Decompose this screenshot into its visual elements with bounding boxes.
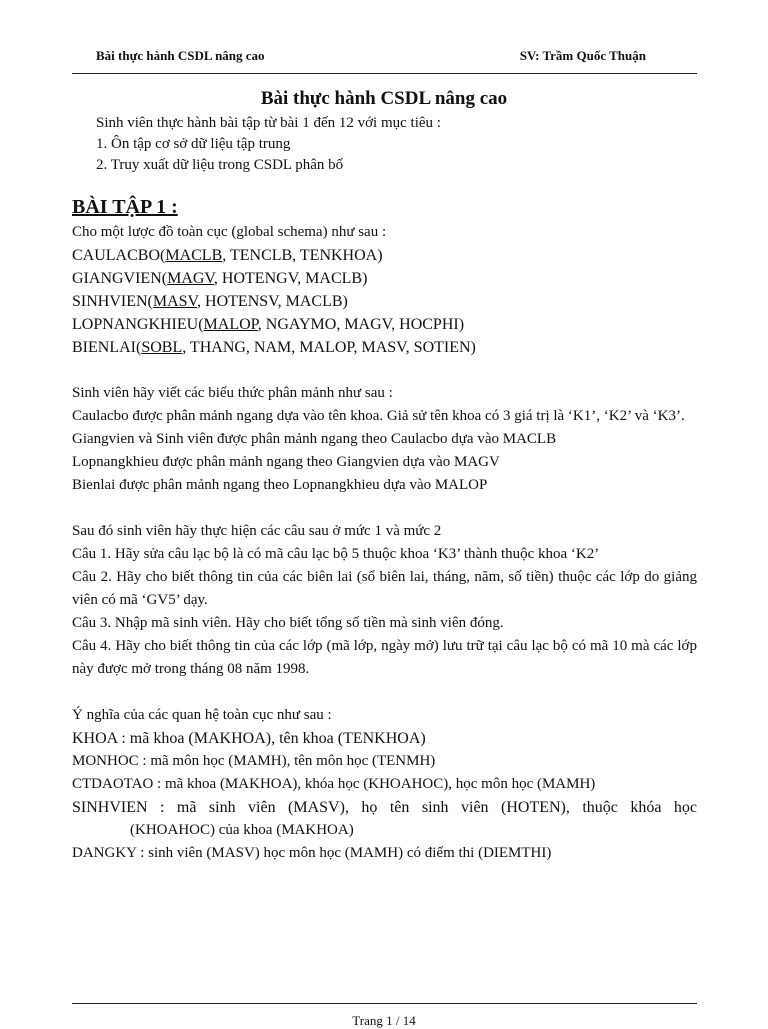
- spacer: [72, 359, 697, 382]
- primary-key: MACLB: [165, 247, 223, 264]
- meaning-sinhvien: SINHVIEN : mã sinh viên (MASV), họ tên sinh viên (HOTEN), thuộc khóa học: [72, 799, 697, 816]
- spacer: [72, 497, 697, 520]
- page-number: Trang 1 / 14: [352, 1013, 416, 1028]
- question-4: Câu 4. Hãy cho biết thông tin của các lớp (mã lớp, ngày mở) lưu trữ tại câu lạc bộ có mã 10 mà các lớp này được mở trong tháng 08 năm 1998.: [72, 638, 697, 677]
- fragment-bienlai: Bienlai được phân mảnh ngang theo Lopnangkhieu dựa vào MALOP: [72, 477, 488, 493]
- header-divider: [72, 73, 697, 74]
- question-3: Câu 3. Nhập mã sinh viên. Hãy cho biết tổng số tiền mà sinh viên đóng.: [72, 615, 504, 631]
- intro-line: 2. Truy xuất dữ liệu trong CSDL phân bố: [96, 157, 344, 173]
- schema-intro: Cho một lược đồ toàn cục (global schema) như sau :: [72, 224, 387, 240]
- primary-key: MALOP: [203, 316, 258, 333]
- fragment-caulacbo: Caulacbo được phân mảnh ngang dựa vào tên khoa. Giả sử tên khoa có 3 giá trị là ‘K1’, ‘K2’ và ‘K3’.: [72, 408, 685, 424]
- primary-key: MAGV: [167, 270, 214, 287]
- document-title: Bài thực hành CSDL nâng cao: [260, 88, 508, 109]
- schema-caulacbo: CAULACBO(MACLB, TENCLB, TENKHOA): [72, 247, 383, 264]
- meaning-ctdaotao: CTDAOTAO : mã khoa (MAKHOA), khóa học (KHOAHOC), học môn học (MAMH): [72, 776, 596, 792]
- exercise-body: [72, 221, 697, 865]
- intro-line: 1. Ôn tập cơ sở dữ liệu tập trung: [96, 136, 291, 152]
- header-student-name: SV: Trầm Quốc Thuận: [519, 48, 646, 63]
- question-2: Câu 2. Hãy cho biết thông tin của các biên lai (số biên lai, tháng, năm, số tiền) thuộc các lớp do giảng viên có mã ‘GV5’ dạy.: [72, 569, 697, 608]
- meaning-monhoc: MONHOC : mã môn học (MAMH), tên môn học (TENMH): [72, 753, 436, 769]
- questions-intro: Sau đó sinh viên hãy thực hiện các câu sau ở mức 1 và mức 2: [72, 523, 442, 539]
- meaning-sinhvien-cont: (KHOAHOC) của khoa (MAKHOA): [130, 822, 354, 838]
- intro-block: [96, 113, 441, 176]
- primary-key: SOBL: [141, 339, 183, 356]
- footer-divider: [72, 1003, 697, 1004]
- meaning-intro: Ý nghĩa của các quan hệ toàn cục như sau :: [72, 707, 332, 723]
- schema-sinhvien: SINHVIEN(MASV, HOTENSV, MACLB): [72, 293, 348, 310]
- spacer: [72, 681, 697, 704]
- exercise-heading: BÀI TẬP 1 :: [72, 196, 178, 218]
- meaning-khoa: KHOA : mã khoa (MAKHOA), tên khoa (TENKHOA): [72, 730, 426, 747]
- fragment-giangvien: Giangvien và Sinh viên được phân mảnh ngang theo Caulacbo dựa vào MACLB: [72, 431, 557, 447]
- intro-line: Sinh viên thực hành bài tập từ bài 1 đến 12 với mục tiêu :: [96, 115, 441, 131]
- schema-giangvien: GIANGVIEN(MAGV, HOTENGV, MACLB): [72, 270, 368, 287]
- question-1: Câu 1. Hãy sửa câu lạc bộ là có mã câu lạc bộ 5 thuộc khoa ‘K3’ thành thuộc khoa ‘K2’: [72, 546, 600, 562]
- schema-bienlai: BIENLAI(SOBL, THANG, NAM, MALOP, MASV, SOTIEN): [72, 339, 476, 356]
- schema-lopnangkhieu: LOPNANGKHIEU(MALOP, NGAYMO, MAGV, HOCPHI): [72, 316, 465, 333]
- fragment-lopnangkhieu: Lopnangkhieu được phân mảnh ngang theo Giangvien dựa vào MAGV: [72, 454, 500, 470]
- header-course-title: Bài thực hành CSDL nâng cao: [96, 48, 265, 63]
- meaning-dangky: DANGKY : sinh viên (MASV) học môn học (MAMH) có điểm thi (DIEMTHI): [72, 845, 552, 861]
- fragment-intro: Sinh viên hãy viết các biểu thức phân mảnh như sau :: [72, 385, 393, 401]
- primary-key: MASV: [152, 293, 198, 310]
